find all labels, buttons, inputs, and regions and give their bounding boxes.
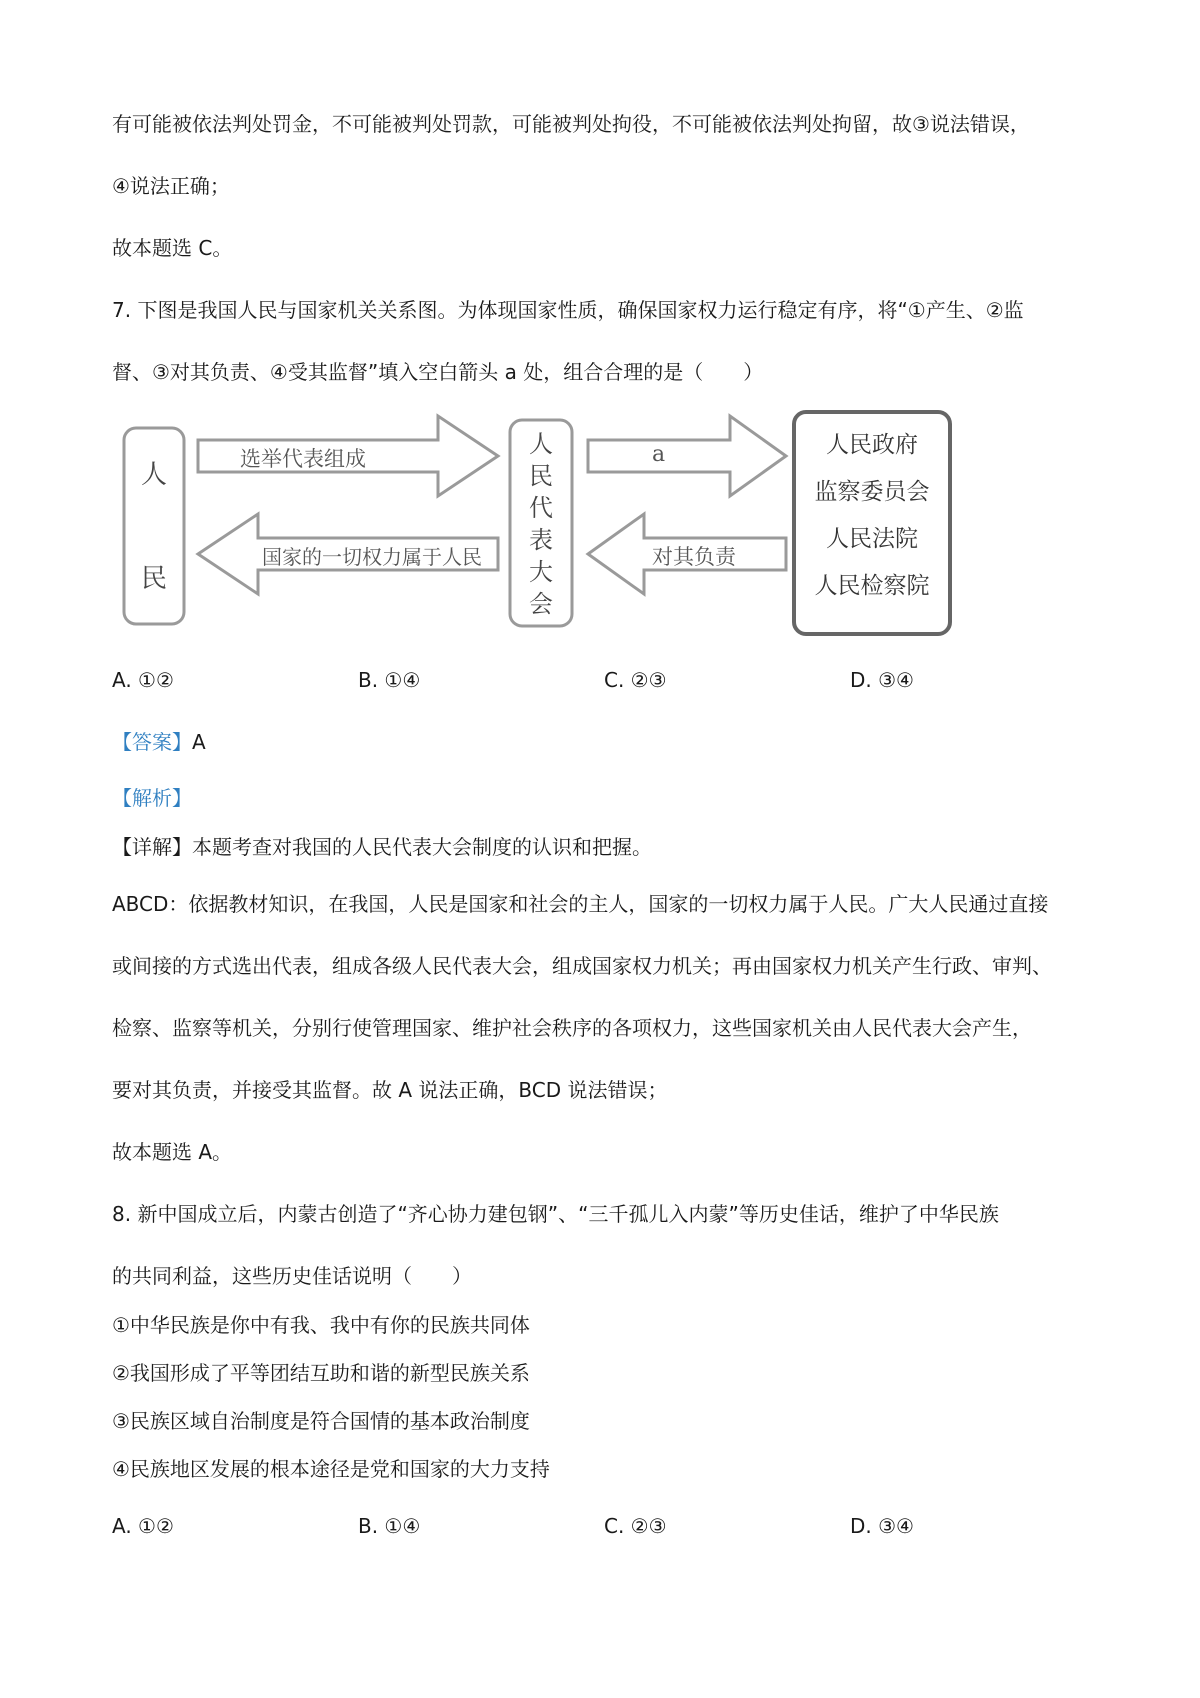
people-char-1: 人 — [140, 460, 167, 490]
q7-option-d: D. ③④ — [850, 668, 914, 692]
q7-relationship-diagram — [118, 398, 958, 638]
organ-court: 人民法院 — [826, 526, 918, 552]
q8-statement-2: ②我国形成了平等团结互助和谐的新型民族关系 — [112, 1361, 530, 1385]
npc-char-6: 会 — [529, 590, 553, 618]
state-organs-list — [794, 422, 950, 610]
arrow-responsible-label: 对其负责 — [652, 545, 736, 569]
q7-stem-line-2: 督、③对其负责、④受其监督”填入空白箭头 a 处，组合合理的是（ ） — [112, 360, 764, 384]
analysis-tag: 【解析】 — [112, 786, 192, 810]
q7-explanation-line-4: 要对其负责，并接受其监督。故 A 说法正确，BCD 说法错误； — [112, 1078, 668, 1102]
arrow-power-label: 国家的一切权力属于人民 — [262, 545, 482, 569]
npc-char-2: 民 — [529, 462, 553, 490]
npc-char-5: 大 — [529, 558, 553, 586]
arrow-a-label: a — [652, 442, 666, 467]
npc-char-3: 代 — [529, 494, 553, 522]
q7-explanation-line-1: ABCD：依据教材知识，在我国，人民是国家和社会的主人，国家的一切权力属于人民。广大人民通过直接 — [112, 892, 1049, 916]
q8-stem-line-1: 8. 新中国成立后，内蒙古创造了“齐心协力建包钢”、“三千孤儿入内蒙”等历史佳话，维护了中华民族 — [112, 1202, 999, 1226]
answer-value: A — [192, 730, 206, 754]
q7-explanation-line-2: 或间接的方式选出代表，组成各级人民代表大会，组成国家权力机关；再由国家权力机关产生行政、审判、 — [112, 954, 1052, 978]
answer-tag: 【答案】 — [112, 730, 192, 754]
arrow-elect-label: 选举代表组成 — [240, 447, 366, 471]
q8-option-d: D. ③④ — [850, 1514, 914, 1538]
q7-option-a: A. ①② — [112, 668, 174, 692]
q8-statement-3: ③民族区域自治制度是符合国情的基本政治制度 — [112, 1409, 530, 1433]
q7-conclusion: 故本题选 A。 — [112, 1140, 233, 1164]
npc-char-4: 表 — [529, 526, 553, 554]
organ-procuratorate: 人民检察院 — [814, 573, 930, 599]
npc-label — [510, 428, 572, 620]
q7-option-b: B. ①④ — [358, 668, 421, 692]
q7-options — [112, 668, 1072, 698]
prev-conclusion: 故本题选 C。 — [112, 236, 233, 260]
prev-answer-line-2: ④说法正确； — [112, 174, 230, 198]
q8-stem-line-2: 的共同利益，这些历史佳话说明（ ） — [112, 1264, 472, 1288]
q7-detail: 【详解】本题考查对我国的人民代表大会制度的认识和把握。 — [112, 835, 652, 859]
q8-option-a: A. ①② — [112, 1514, 174, 1538]
q7-stem-line-1: 7. 下图是我国人民与国家机关关系图。为体现国家性质，确保国家权力运行稳定有序，将“①产生、②监 — [112, 298, 1024, 322]
people-char-2: 民 — [140, 564, 167, 594]
q7-explanation-line-3: 检察、监察等机关，分别行使管理国家、维护社会秩序的各项权力，这些国家机关由人民代表大会产生， — [112, 1016, 1032, 1040]
people-label — [124, 428, 184, 624]
q8-statement-1: ①中华民族是你中有我、我中有你的民族共同体 — [112, 1313, 530, 1337]
arrow-a-right — [588, 416, 786, 496]
q8-option-b: B. ①④ — [358, 1514, 421, 1538]
prev-answer-line-1: 有可能被依法判处罚金，不可能被判处罚款，可能被判处拘役，不可能被依法判处拘留，故③说法错误， — [112, 112, 1030, 136]
q7-answer — [112, 730, 206, 754]
q8-options — [112, 1514, 1072, 1544]
organ-government: 人民政府 — [826, 432, 918, 458]
q7-option-c: C. ②③ — [604, 668, 667, 692]
q8-option-c: C. ②③ — [604, 1514, 667, 1538]
npc-char-1: 人 — [529, 430, 553, 458]
organ-supervision-commission: 监察委员会 — [814, 479, 930, 505]
q8-statement-4: ④民族地区发展的根本途径是党和国家的大力支持 — [112, 1457, 550, 1481]
